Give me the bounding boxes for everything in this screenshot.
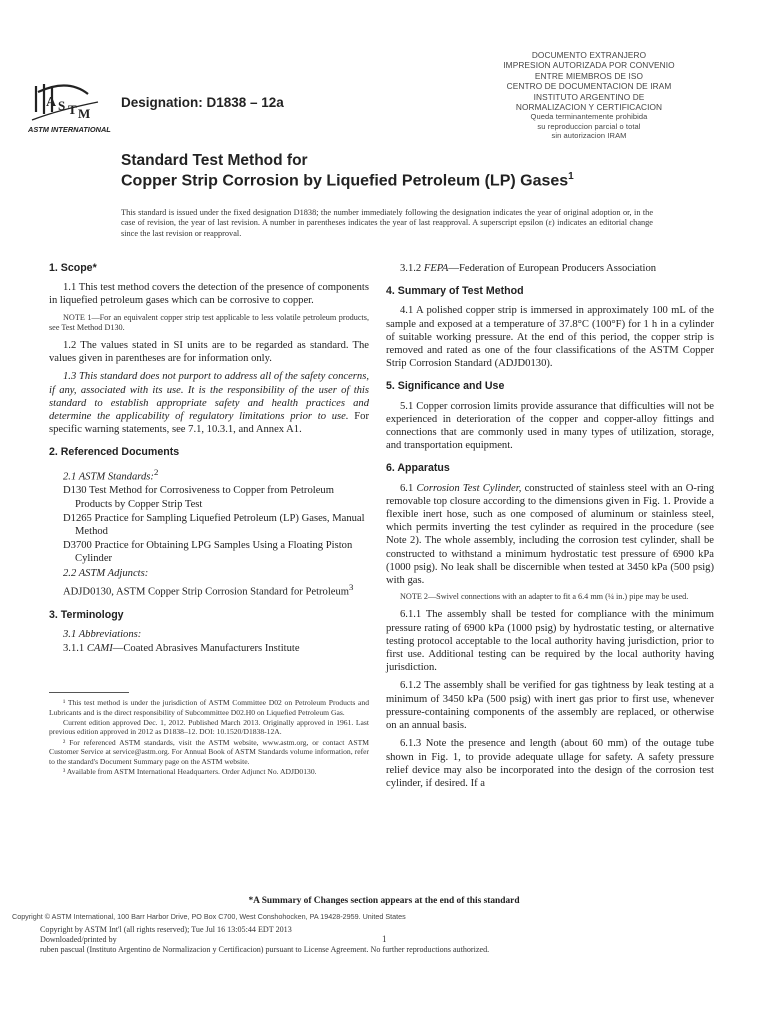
summary-of-changes-note: *A Summary of Changes section appears at the end of this standard bbox=[248, 896, 520, 906]
astm-logo bbox=[28, 80, 114, 136]
footnote-mark: 2 bbox=[153, 466, 159, 477]
cylinder-description: constructed of stainless steel with an O-ring removable top closure according to the dimensions given in Fig. 1. Provide a flexible inert hose, such as one composed of aluminum or stainless steel, which permits inverting the test cylinder as required in the procedure (see Note 2). The whole assembly, including the corrosion test cylinder, shall be constructed to withstand a minimum hydrostatic test pressure of 6900 kPa (1000 psig). No leak shall be discernible when tested at 3450 kPa (500 psig) with gas. bbox=[386, 482, 715, 587]
svg-text:T: T bbox=[68, 102, 77, 117]
paragraph-6-1 bbox=[386, 482, 714, 588]
refdocs-heading: 2. Referenced Documents bbox=[49, 446, 180, 459]
ref-d3700: D3700 Practice for Obtaining LPG Samples Using a Floating Piston Cylinder bbox=[63, 540, 353, 565]
intro-paragraph: This standard is issued under the fixed designation D1838; the number immediately following the designation indicates the year of original adoption or, in the case of revision, the year of last revision. A number in parentheses indicates the year of last reapproval. A superscript epsilon (ε) indicates an editorial change since the last revision or reapproval. bbox=[121, 208, 653, 238]
designation: Designation: D1838 – 12a bbox=[121, 95, 284, 110]
page-number: 1 bbox=[382, 934, 387, 944]
astm-standards-label: 2.1 ASTM Standards: bbox=[63, 471, 154, 483]
fepa-definition: —Federation of European Producers Association bbox=[448, 263, 657, 274]
note-2: NOTE 2—Swivel connections with an adapter to fit a 6.4 mm (¼ in.) pipe may be used. bbox=[400, 592, 689, 602]
downloaded-by: Downloaded/printed by bbox=[40, 935, 117, 945]
ref-d1265: D1265 Practice for Sampling Liquefied Petroleum (LP) Gases, Manual Method bbox=[63, 512, 365, 537]
paragraph-1-2: 1.2 The values stated in SI units are to be regarded as standard. The values given in parentheses are for information only. bbox=[49, 340, 369, 365]
safety-statement: 1.3 This standard does not purport to address all of the safety concerns, if any, associated with its use. It is the responsibility of the user of this standard to establish appropriate safety and health practices and determine the applicability of regulatory limitations prior to use. bbox=[49, 371, 369, 423]
abbreviations-label: 3.1 Abbreviations: bbox=[63, 628, 142, 640]
stamp-line: su reproduccion parcial o total bbox=[537, 121, 641, 131]
paragraph-2-1 bbox=[49, 466, 369, 484]
stamp-line: CENTRO DE DOCUMENTACION DE IRAM bbox=[506, 81, 672, 92]
stamp-line: INSTITUTO ARGENTINO DE bbox=[533, 91, 645, 102]
cami-term: CAMI bbox=[86, 642, 113, 654]
paragraph-2-2 bbox=[49, 567, 369, 580]
title-text: Copper Strip Corrosion by Liquefied Petroleum (LP) Gases bbox=[121, 172, 569, 190]
left-column bbox=[49, 262, 369, 777]
svg-text:A: A bbox=[46, 95, 57, 110]
footnote: ¹ This test method is under the jurisdiction of ASTM Committee D02 on Petroleum Products and Lubricants and is the direct responsibility of Subcommittee D02.H0 on Liquefied Petroleum Gas. bbox=[49, 698, 369, 717]
title-footnote-mark: 1 bbox=[568, 171, 574, 182]
paragraph-6-1-3: 6.1.3 Note the presence and length (about 60 mm) of the outage tube shown in Fig. 1, to provide adequate ullage for safety. A safety pressure relief device may also be incorporated into the design of the corrosion test cylinder, if desired. If a bbox=[386, 738, 714, 789]
copyright-by: Copyright by ASTM Int'l (all rights reserved); Tue Jul 16 13:05:44 EDT 2013 bbox=[40, 925, 292, 934]
title-line-1: Standard Test Method for bbox=[121, 152, 308, 169]
logo-text: ASTM INTERNATIONAL bbox=[28, 125, 111, 134]
paragraph-4-1: 4.1 A polished copper strip is immersed in approximately 100 mL of the sample and exposed at a temperature of 37.8°C (100°F) for 1 h in a cylinder of suitable working pressure. At the end of this period, the copper strip is removed and rated as one of the four classifications of the ASTM Copper Strip Corrosion Standard (ADJD0130). bbox=[386, 305, 714, 370]
astm-adjuncts-label: 2.2 ASTM Adjuncts: bbox=[63, 567, 149, 579]
paragraph-3-1 bbox=[49, 628, 369, 641]
paragraph-1-3 bbox=[49, 370, 369, 436]
paragraph-3-1-1: 3.1.1 CAMI—Coated Abrasives Manufacturers Institute bbox=[63, 642, 300, 654]
ref-d130: D130 Test Method for Corrosiveness to Copper from Petroleum Products by Copper Strip Test bbox=[63, 485, 334, 510]
paragraph-6-1-2: 6.1.2 The assembly shall be verified for gas tightness by leak testing at a minimum of 3450 kPa (500 psig) with inert gas prior to first use, whenever pressure-containing components of the assembly are replaced, or otherwise on an annual basis. bbox=[386, 680, 714, 732]
footnote-mark: 3 bbox=[349, 581, 354, 592]
svg-text:M: M bbox=[78, 106, 91, 121]
licensee: ruben pascual (Instituto Argentino de Normalizacion y Certificacion) pursuant to License Agreement. No further reproductions authorized. bbox=[40, 945, 490, 955]
adjunct bbox=[49, 581, 369, 599]
download-notice bbox=[40, 925, 489, 956]
stamp-line: Queda terminantemente prohibida bbox=[530, 112, 648, 122]
note-1: NOTE 1—For an equivalent copper strip test applicable to less volatile petroleum products, see Test Method D130. bbox=[49, 312, 369, 332]
apparatus-heading: 6. Apparatus bbox=[386, 462, 450, 475]
cami-definition: —Coated Abrasives Manufacturers Institute bbox=[112, 642, 300, 654]
right-column bbox=[386, 262, 714, 795]
stamp-line: ENTRE MIEMBROS DE ISO bbox=[534, 70, 644, 81]
stamp-line: IMPRESION AUTORIZADA POR CONVENIO bbox=[503, 60, 675, 71]
paragraph-number: 6.1 bbox=[400, 482, 417, 494]
stamp-line: sin autorizacion IRAM bbox=[551, 131, 627, 141]
footnote: Current edition approved Dec. 1, 2012. Published March 2013. Originally approved in 1961. Last previous edition approved in 2012 as D1838–12. DOI: 10.1520/D1838-12A. bbox=[49, 717, 369, 737]
terminology-heading: 3. Terminology bbox=[49, 608, 124, 621]
paragraph-3-1-2: 3.1.2 FEPA—Federation of European Producers Association bbox=[400, 263, 657, 274]
paragraph-5-1: 5.1 Copper corrosion limits provide assurance that difficulties will not be experienced in deterioration of the copper and copper-alloy fittings and connections that are commonly used in many types of utilization, storage, and transportation equipment. bbox=[386, 400, 714, 452]
summary-heading: 4. Summary of Test Method bbox=[386, 285, 524, 298]
iram-stamp bbox=[476, 50, 702, 141]
adjunct-text: ADJD0130, ASTM Copper Strip Corrosion Standard for Petroleum bbox=[63, 586, 350, 598]
cylinder-term: Corrosion Test Cylinder, bbox=[416, 482, 522, 494]
footnote-rule bbox=[49, 692, 129, 693]
stamp-line: NORMALIZACION Y CERTIFICACION bbox=[515, 102, 663, 113]
paragraph-6-1-1: 6.1.1 The assembly shall be tested for compliance with the minimum pressure rating of 6900 kPa (1000 psig) by hydrostatic testing, or alternative testing protocol acceptable to the local authority having jurisdiction, prior to first use. Additional testing can be required by the local authority having jurisdiction. bbox=[386, 609, 714, 674]
significance-heading: 5. Significance and Use bbox=[386, 380, 505, 393]
footnote: ² For referenced ASTM standards, visit the ASTM website, www.astm.org, or contact ASTM Customer Service at service@astm.org. For Annual Book of ASTM Standards volume information, refer to the standard's Document Summary page on the ASTM website. bbox=[49, 737, 369, 766]
footnote: ³ Available from ASTM International Headquarters. Order Adjunct No. ADJD0130. bbox=[63, 766, 317, 776]
warning-reference: For specific warning statements, see 7.1, 10.3.1, and Annex A1. bbox=[49, 411, 369, 436]
stamp-line: DOCUMENTO EXTRANJERO bbox=[531, 50, 647, 60]
copyright-line: Copyright © ASTM International, 100 Barr Harbor Drive, PO Box C700, West Conshohocken, PA 19428-2959. United States bbox=[12, 912, 406, 921]
scope-heading: 1. Scope* bbox=[49, 262, 97, 274]
title-line-2 bbox=[121, 171, 574, 190]
fepa-term: FEPA bbox=[423, 263, 449, 274]
paragraph-1-1: 1.1 This test method covers the detection of the presence of components in liquefied petroleum gases which can be corrosive to copper. bbox=[49, 282, 369, 307]
svg-text:S: S bbox=[58, 98, 66, 113]
